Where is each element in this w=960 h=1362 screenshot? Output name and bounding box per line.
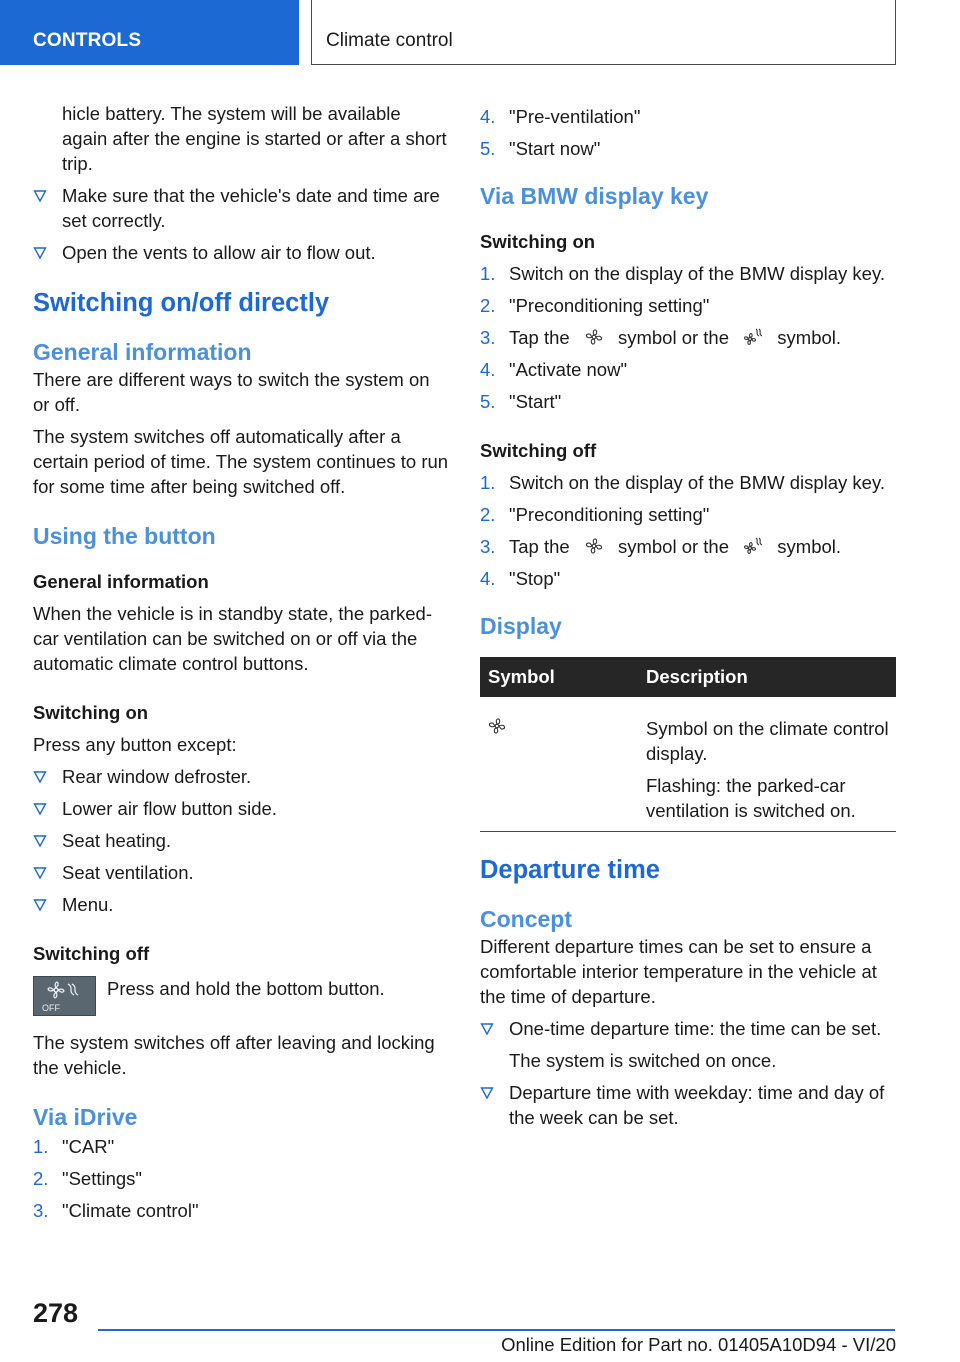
paragraph: Press any button except: [33,734,237,755]
list-item: 2. "Settings" [33,1168,142,1189]
paragraph: There are different ways to switch the system on or off. [33,369,430,415]
paragraph: The system switches off after leaving and locking the vehicle. [33,1032,435,1078]
heading-via-display-key: Via BMW display key [480,183,709,209]
section-tab [0,0,299,65]
bullet-triangle-icon [480,1084,494,1101]
list-item-continued: The system is switched on once. [509,1050,777,1071]
column-header-symbol: Symbol [480,657,646,697]
ventilation-fan-icon [583,327,605,347]
table-cell-text: Flashing: the parked-car ventilation is switched on. [646,775,856,821]
switch-off-row [33,976,449,1016]
intro-continued: hicle battery. The system will be available again after the engine is started or after a short trip. [62,103,447,174]
chapter-title: Climate control [326,30,453,51]
label-switching-off: Switching off [480,440,597,461]
list-item: One-time departure time: the time can be set. [480,1016,896,1041]
list-item: 2. "Preconditioning setting" [480,295,710,316]
bullet-triangle-icon [480,1020,494,1037]
svg-text:OFF: OFF [42,1003,60,1013]
list-item: 5. "Start" [480,391,562,412]
bullet-triangle-icon [33,187,47,204]
list-item: Departure time with weekday: time and day of the week can be set. [480,1080,896,1130]
heading-departure-time: Departure time [480,856,660,884]
bullet-triangle-icon [33,800,47,817]
page-number: 278 [33,1298,79,1328]
list-item: 2. "Preconditioning setting" [480,504,710,525]
list-item: 4. "Pre-ventilation" [480,106,641,127]
list-item: 4. "Stop" [480,568,561,589]
table-header-row [480,657,896,697]
heading-display: Display [480,613,562,639]
symbol-table [480,657,896,832]
list-item: Rear window defroster. [33,764,449,789]
fan-off-icon [34,977,97,1017]
list-item: Make sure that the vehicle's date and time are set correctly. [33,183,449,233]
list-item: Seat ventilation. [33,860,449,885]
edition-note: Online Edition for Part no. 01405A10D94 - VI/20 [501,1334,896,1355]
ventilation-fan-icon [486,716,508,736]
list-item: 1. Switch on the display of the BMW display key. [480,472,885,493]
bullet-triangle-icon [33,244,47,261]
list-item: Open the vents to allow air to flow out. [33,240,449,265]
heading-concept: Concept [480,906,572,932]
list-item: Menu. [33,892,449,917]
fan-off-button-image [33,976,96,1016]
left-column [33,101,449,1223]
bullet-triangle-icon [33,768,47,785]
heading-switching: Switching on/off directly [33,289,330,317]
paragraph: When the vehicle is in standby state, the parked-car ventilation can be switched on or off via the automatic climate control buttons. [33,603,432,674]
heading-general-information: General information [33,339,252,365]
label-general-information: General information [33,571,209,592]
table-row [480,697,896,832]
list-item: Lower air flow button side. [33,796,449,821]
section-title: CONTROLS [33,30,142,51]
bullet-triangle-icon [33,832,47,849]
list-item: 5. "Start now" [480,138,601,159]
heading-using-button: Using the button [33,523,216,549]
list-item: Seat heating. [33,828,449,853]
list-item: 3. Tap the symbol or the symbol. [480,327,842,348]
paragraph: The system switches off automatically after a certain period of time. The system continues to run for some time after being switched off. [33,426,449,497]
label-switching-off: Switching off [33,943,150,964]
table-cell-text: Symbol on the climate control display. [646,718,889,764]
list-item: 1. Switch on the display of the BMW display key. [480,263,885,284]
label-switching-on: Switching on [480,231,596,252]
bullet-triangle-icon [33,864,47,881]
footer-divider [98,1329,895,1331]
ventilation-fan-airflow-icon [742,327,764,347]
paragraph: Different departure times can be set to ensure a comfortable interior temperature in the vehicle at the time of departure. [480,936,877,1007]
list-item: 1. "CAR" [33,1136,115,1157]
heading-via-idrive: Via iDrive [33,1104,138,1130]
list-item: 4. "Activate now" [480,359,628,380]
chapter-tab [311,0,896,65]
bullet-triangle-icon [33,896,47,913]
label-switching-on: Switching on [33,702,149,723]
list-item: 3. "Climate control" [33,1200,199,1221]
right-column [480,101,896,1130]
ventilation-fan-icon [583,536,605,556]
column-header-description: Description [646,657,896,697]
paragraph: Press and hold the bottom button. [107,978,385,999]
list-item: 3. Tap the symbol or the symbol. [480,536,842,557]
ventilation-fan-airflow-icon [742,536,764,556]
